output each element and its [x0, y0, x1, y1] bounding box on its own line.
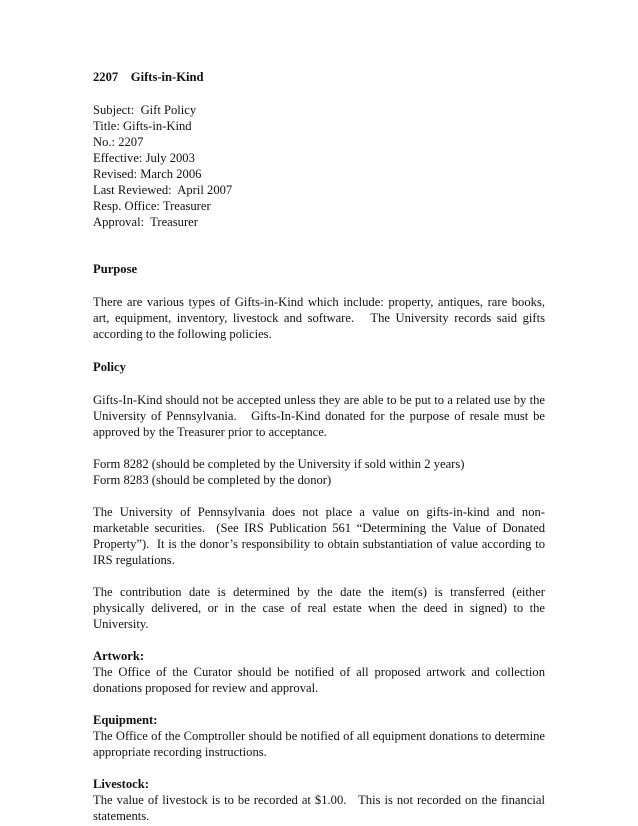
- equipment-heading: Equipment:: [93, 713, 158, 727]
- purpose-text: There are various types of Gifts-in-Kind which include: property, antiques, rare books, art, equipment, inventory, livestock and software. The University records said gifts according to the following policies.: [93, 295, 549, 341]
- meta-effective: Effective: July 2003: [93, 151, 195, 165]
- meta-revised: Revised: March 2006: [93, 167, 202, 181]
- policy-metadata: [93, 102, 545, 230]
- meta-last-reviewed: Last Reviewed: April 2007: [93, 183, 233, 197]
- policy-form-8282: Form 8282 (should be completed by the University if sold within 2 years): [93, 457, 465, 471]
- policy-form-8283: Form 8283 (should be completed by the donor): [93, 473, 332, 487]
- policy-paragraph-acceptance: Gifts-In-Kind should not be accepted unless they are able to be put to a related use by the University of Pennsylvania. Gifts-In-Kind donated for the purpose of resale must be approved by the Treasurer prior to acceptance.: [93, 393, 549, 439]
- meta-subject: Subject: Gift Policy: [93, 103, 197, 117]
- policy-paragraph-valuation: The University of Pennsylvania does not place a value on gifts-in-kind and non-marketable securities. (See IRS Publication 561 “Determining the Value of Donated Property”). It is the donor’s responsibility to obtain substantiation of value according to IRS regulations.: [93, 505, 549, 567]
- livestock-text: The value of livestock is to be recorded at $1.00. This is not recorded on the financial statements.: [93, 793, 549, 823]
- meta-approval: Approval: Treasurer: [93, 215, 198, 229]
- meta-number: No.: 2207: [93, 135, 144, 149]
- document-page: [93, 69, 549, 824]
- policy-heading: Policy: [93, 360, 126, 374]
- document-title: 2207 Gifts-in-Kind: [93, 70, 204, 84]
- equipment-text: The Office of the Comptroller should be notified of all equipment donations to determine appropriate recording instructions.: [93, 729, 545, 759]
- meta-resp-office: Resp. Office: Treasurer: [93, 199, 211, 213]
- artwork-heading: Artwork:: [93, 649, 145, 663]
- policy-paragraph-contribution-date: The contribution date is determined by the date the item(s) is transferred (either physically delivered, or in the case of real estate when the deed in signed) to the University.: [93, 585, 545, 631]
- artwork-text: The Office of the Curator should be notified of all proposed artwork and collection donations proposed for review and approval.: [93, 665, 545, 695]
- meta-title: Title: Gifts-in-Kind: [93, 119, 192, 133]
- purpose-heading: Purpose: [93, 262, 138, 276]
- livestock-heading: Livestock:: [93, 777, 149, 791]
